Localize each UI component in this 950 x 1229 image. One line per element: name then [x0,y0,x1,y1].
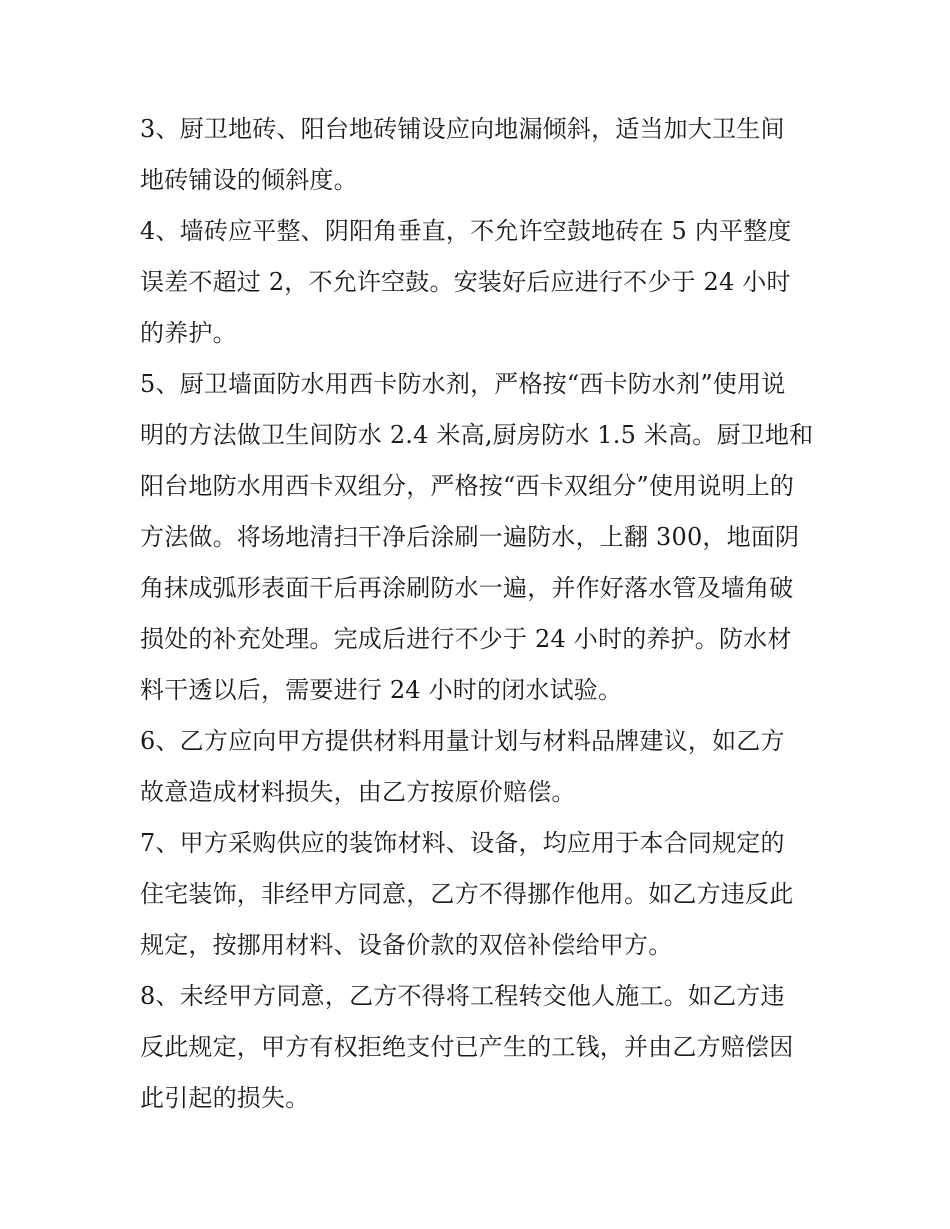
text-line: 6、乙方应向甲方提供材料用量计划与材料品牌建议，如乙方 [140,727,785,755]
text-line: 住宅装饰，非经甲方同意，乙方不得挪作他用。如乙方违反此 [140,880,794,908]
text-line: 故意造成材料损失，由乙方按原价赔偿。 [140,778,576,806]
clause-5 [140,359,820,716]
clause-7 [140,818,820,971]
text-line: 误差不超过 2，不允许空鼓。安装好后应进行不少于 24 小时 [140,268,791,296]
clause-3 [140,104,820,206]
text-line: 4、墙砖应平整、阴阳角垂直，不允许空鼓地砖在 5 内平整度 [140,217,792,245]
text-line: 3、厨卫地砖、阳台地砖铺设应向地漏倾斜，适当加大卫生间 [140,115,785,143]
text-line: 7、甲方采购供应的装饰材料、设备，均应用于本合同规定的 [140,829,785,857]
text-line: 此引起的损失。 [140,1084,310,1112]
clause-8 [140,971,820,1124]
text-line: 角抹成弧形表面干后再涂刷防水一遍，并作好落水管及墙角破 [140,574,794,602]
text-line: 料干透以后，需要进行 24 小时的闭水试验。 [140,676,623,704]
text-line: 5、厨卫墙面防水用西卡防水剂，严格按“西卡防水剂”使用说 [140,370,786,398]
text-line: 明的方法做卫生间防水 2.4 米高,厨房防水 1.5 米高。厨卫地和 [140,421,814,449]
text-line: 损处的补充处理。完成后进行不少于 24 小时的养护。防水材 [140,625,792,653]
text-line: 阳台地防水用西卡双组分，严格按“西卡双组分”使用说明上的 [140,472,795,500]
text-line: 方法做。将场地清扫干净后涂刷一遍防水，上翻 300，地面阴 [140,523,800,551]
text-line: 地砖铺设的倾斜度。 [140,166,358,194]
text-line: 反此规定，甲方有权拒绝支付已产生的工钱，并由乙方赔偿因 [140,1033,794,1061]
clause-6 [140,716,820,818]
text-line: 8、未经甲方同意，乙方不得将工程转交他人施工。如乙方违 [140,982,785,1010]
document-body [140,104,820,1124]
clause-4 [140,206,820,359]
text-line: 规定，按挪用材料、设备价款的双倍补偿给甲方。 [140,931,673,959]
text-line: 的养护。 [140,319,237,347]
